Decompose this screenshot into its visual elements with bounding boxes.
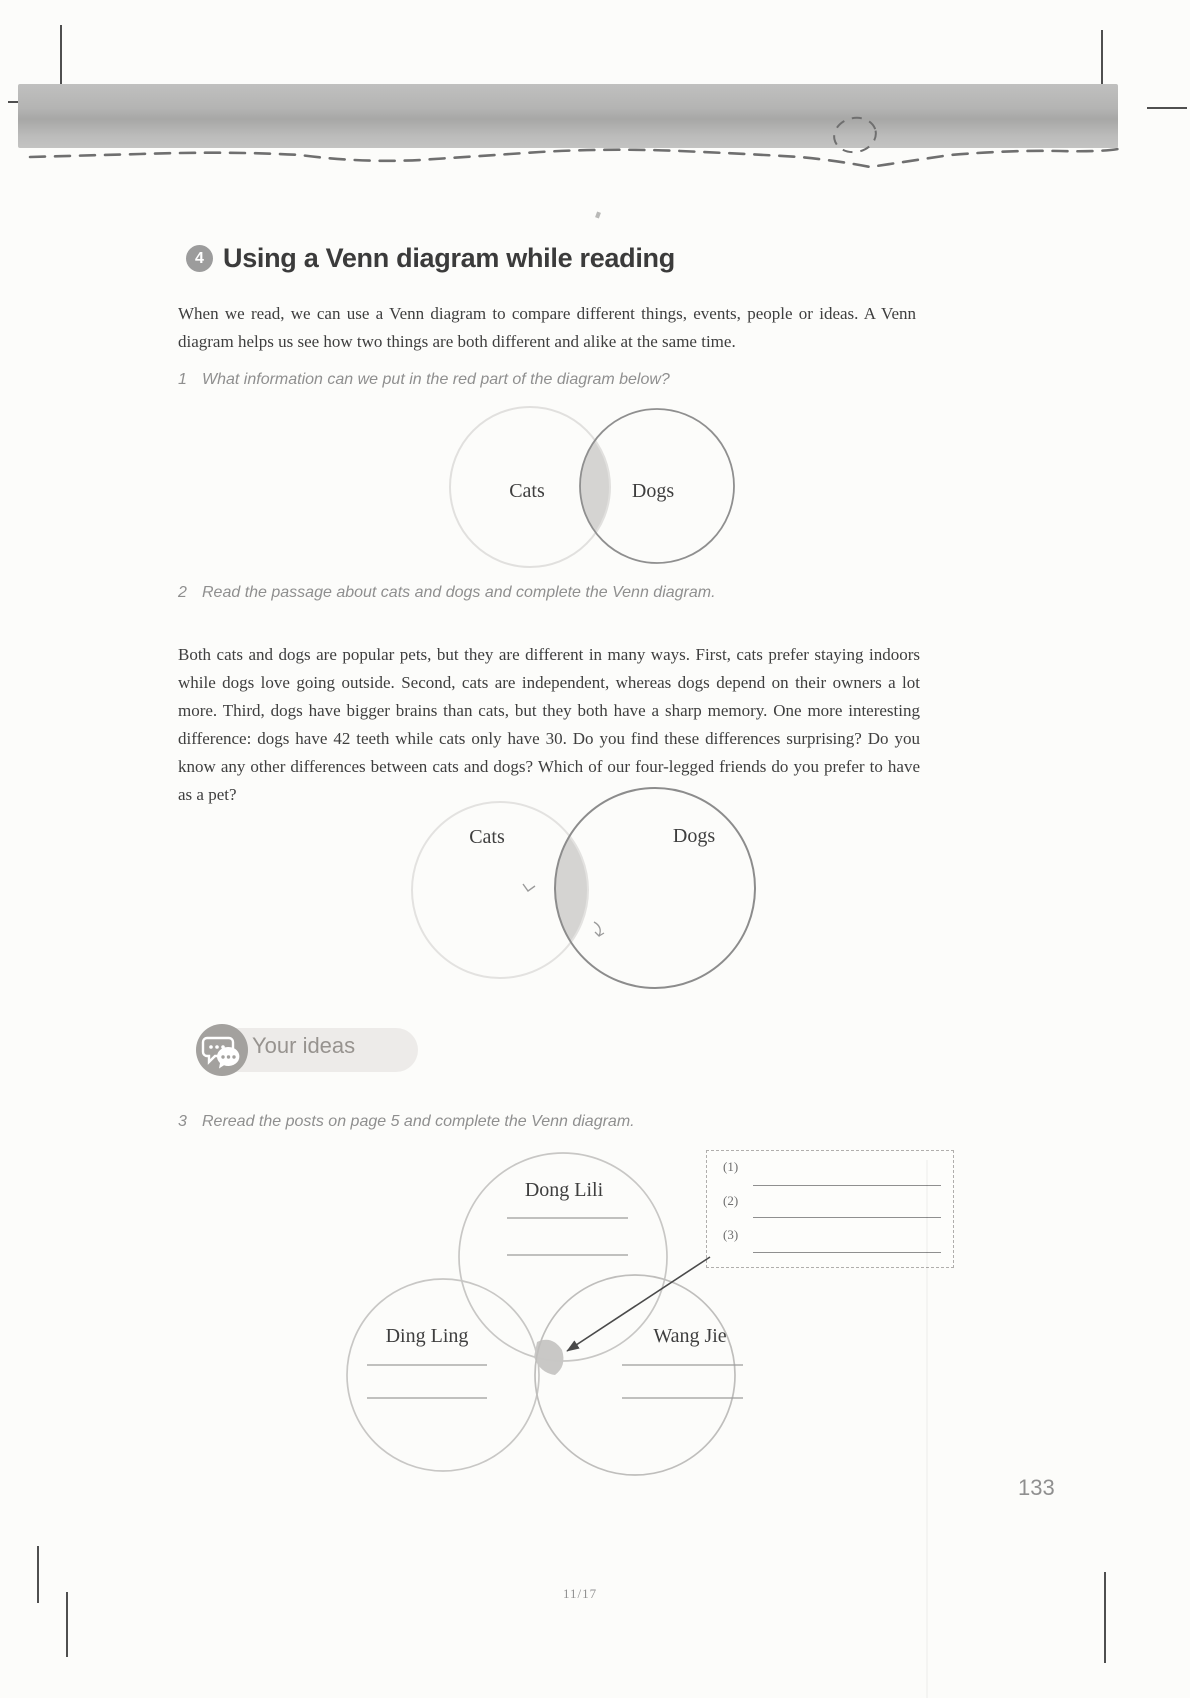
venn1-right-label: Dogs xyxy=(631,480,675,502)
scan-stray-mark xyxy=(594,922,604,936)
crop-mark xyxy=(37,1546,39,1603)
answer-line xyxy=(753,1252,941,1253)
answer-item-label: (2) xyxy=(723,1193,739,1208)
scan-speck xyxy=(595,211,601,218)
crop-mark xyxy=(1104,1572,1106,1663)
answer-item-label: (3) xyxy=(723,1227,739,1242)
venn3-bottom-left-label: Ding Ling xyxy=(385,1325,469,1347)
exercise2-prompt xyxy=(178,584,716,602)
venn3-bottom-right-label: Wang Jie xyxy=(653,1325,727,1347)
exercise-number: 2 xyxy=(178,584,187,601)
exercise-prompt-text: Read the passage about cats and dogs and complete the Venn diagram. xyxy=(202,584,716,601)
reading-passage: Both cats and dogs are popular pets, but they are different in many ways. First, cats prefer staying indoors while dogs love going outside. Second, cats are independent, whereas dogs depend on their owners a lot more. Third, dogs have bigger brains than cats, but they both have a sharp memory. One more interesting difference: dogs have 42 teeth while cats only have 30. Do you find these differences surprising? Do you know any other differences between cats and dogs? Which of our four-legged friends do you prefer to have as a pet? xyxy=(178,645,920,804)
intro-paragraph: When we read, we can use a Venn diagram to compare different things, events, people or ideas. A Venn diagram helps us see how two things are both different and alike at the same time. xyxy=(178,304,916,351)
venn-diagram-cats-dogs-2 xyxy=(390,780,780,996)
exercise-number: 1 xyxy=(178,371,187,388)
footer-page-indicator: 11/17 xyxy=(563,1586,598,1601)
section-title: Using a Venn diagram while reading xyxy=(223,243,675,273)
answer-line xyxy=(753,1185,941,1186)
venn2-right-label: Dogs xyxy=(672,825,716,847)
answer-item-label: (1) xyxy=(723,1159,739,1174)
exercise-prompt-text: Reread the posts on page 5 and complete the Venn diagram. xyxy=(202,1113,635,1130)
answer-box xyxy=(706,1150,954,1268)
venn-diagram-cats-dogs-1 xyxy=(420,400,750,578)
exercise-number: 3 xyxy=(178,1113,187,1130)
venn3-top-label: Dong Lili xyxy=(524,1179,604,1201)
torn-edge xyxy=(0,105,1190,185)
venn3-bottom-left-circle xyxy=(347,1279,539,1471)
crop-mark xyxy=(60,25,62,88)
scan-artifact-line xyxy=(926,1160,928,1698)
crop-mark xyxy=(66,1592,68,1657)
venn1-left-label: Cats xyxy=(509,480,545,502)
arrow-connector xyxy=(545,1243,725,1368)
exercise-prompt-text: What information can we put in the red part of the diagram below? xyxy=(202,371,670,388)
your-ideas-label: Your ideas xyxy=(252,1033,356,1058)
section-number-badge xyxy=(186,245,213,272)
page-number: 133 xyxy=(1018,1475,1055,1500)
scan-stray-mark xyxy=(523,884,535,891)
venn2-left-label: Cats xyxy=(469,826,505,848)
exercise1-prompt xyxy=(178,371,670,389)
speech-bubbles-icon xyxy=(195,1023,249,1077)
exercise3-prompt xyxy=(178,1113,635,1131)
section-number: 4 xyxy=(195,249,204,267)
answer-line xyxy=(753,1217,941,1218)
venn2-overlap-region xyxy=(555,788,755,988)
